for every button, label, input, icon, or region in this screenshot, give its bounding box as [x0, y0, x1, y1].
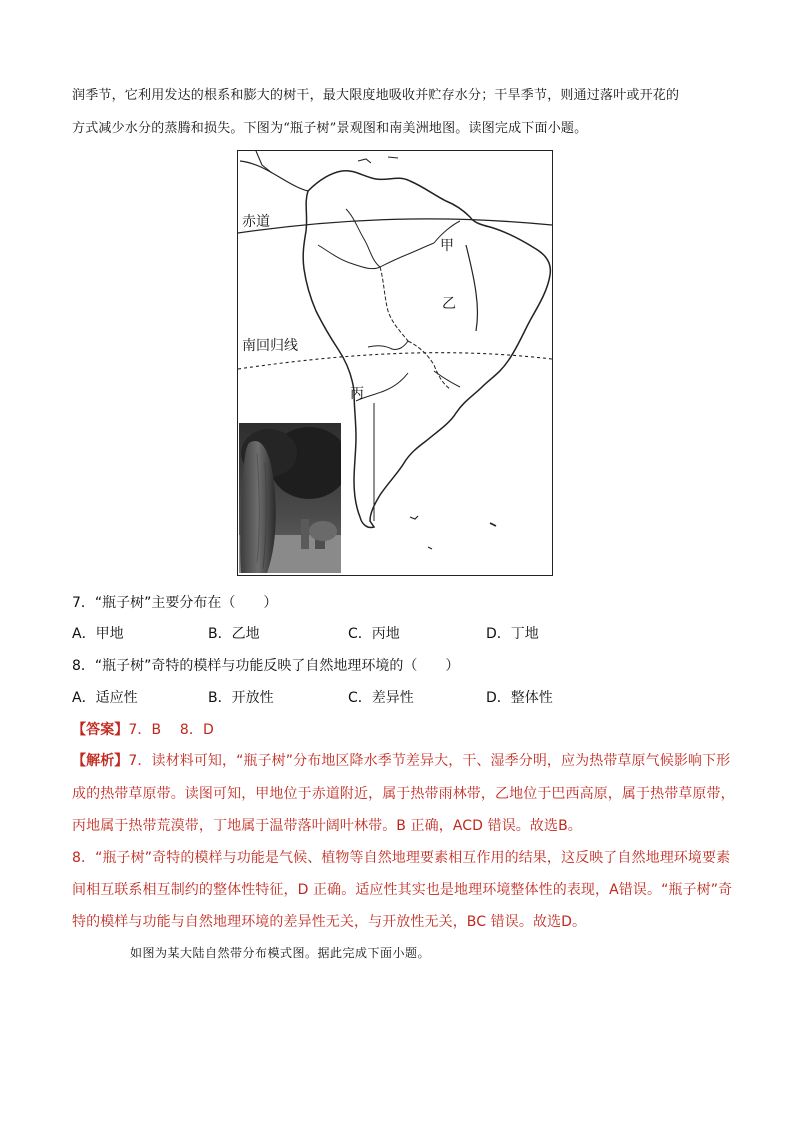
- q8-option-d[interactable]: D．整体性: [486, 690, 553, 706]
- bottle-tree-image: [239, 423, 341, 573]
- q7-option-d[interactable]: D．丁地: [486, 626, 539, 642]
- bottle-tree-photo: [239, 423, 341, 573]
- analysis-line-4: 8．“瓶子树”奇特的模样与功能是气候、植物等自然地理要素相互作用的结果，这反映了自然地理环境要素: [72, 850, 731, 866]
- answer-text: 7．B 8．D: [128, 722, 214, 738]
- south-america-map: [237, 150, 553, 576]
- point-bing-label: 丙: [350, 386, 364, 402]
- q7-option-a[interactable]: A．甲地: [72, 626, 124, 642]
- intro-line-1: 润季节，它利用发达的根系和膨大的树干，最大限度地吸收并贮存水分；干旱季节，则通过落叶或开花的: [72, 88, 680, 103]
- next-section-intro: 如图为某大陆自然带分布模式图。据此完成下面小题。: [130, 946, 431, 960]
- analysis-line-1: [72, 750, 730, 770]
- analysis-line-6: 特的模样与功能与自然地理环境的差异性无关，与开放性无关，BC 错误。故选D。: [72, 914, 587, 930]
- equator-line: [238, 219, 552, 233]
- q7-option-c[interactable]: C．丙地: [348, 626, 400, 642]
- question-8-stem: 8．“瓶子树”奇特的模样与功能反映了自然地理环境的（ ）: [72, 658, 460, 674]
- q8-option-a[interactable]: A．适应性: [72, 690, 138, 706]
- analysis-line-3: 丙地属于热带荒漠带，丁地属于温带落叶阔叶林带。B 正确，ACD 错误。故选B。: [72, 818, 582, 834]
- q8-option-c[interactable]: C．差异性: [348, 690, 414, 706]
- intro-line-2-text: 方式减少水分的蒸腾和损失。下图为“瓶子树”景观图和南美洲地图。读图完成下面小题。: [72, 121, 588, 136]
- q7-option-b[interactable]: B．乙地: [208, 626, 260, 642]
- q8-option-b[interactable]: B．开放性: [208, 690, 274, 706]
- question-7-stem: 7．“瓶子树”主要分布在（ ）: [72, 595, 278, 611]
- analysis-bracket: 【解析】: [72, 753, 129, 769]
- equator-label: 赤道: [242, 214, 270, 230]
- tropic-label: 南回归线: [242, 338, 298, 354]
- tropic-line: [238, 353, 552, 369]
- analysis-text-1: 7．读材料可知，“瓶子树”分布地区降水季节差异大，干、湿季分明，应为热带草原气候影响下形: [128, 753, 731, 769]
- analysis-line-2: 成的热带草原带。读图可知，甲地位于赤道附近，属于热带雨林带，乙地位于巴西高原，属于热带草原带，: [72, 786, 735, 802]
- point-jia-label: 甲: [440, 238, 454, 254]
- intro-line-2: [72, 117, 587, 136]
- point-yi-label: 乙: [442, 296, 456, 312]
- analysis-line-5: 间相互联系相互制约的整体性特征，D 正确。适应性其实也是地理环境整体性的表现，A错误。“瓶子树”奇: [72, 882, 733, 898]
- answer-bracket: 【答案】: [72, 722, 129, 738]
- answer-line: [72, 719, 214, 739]
